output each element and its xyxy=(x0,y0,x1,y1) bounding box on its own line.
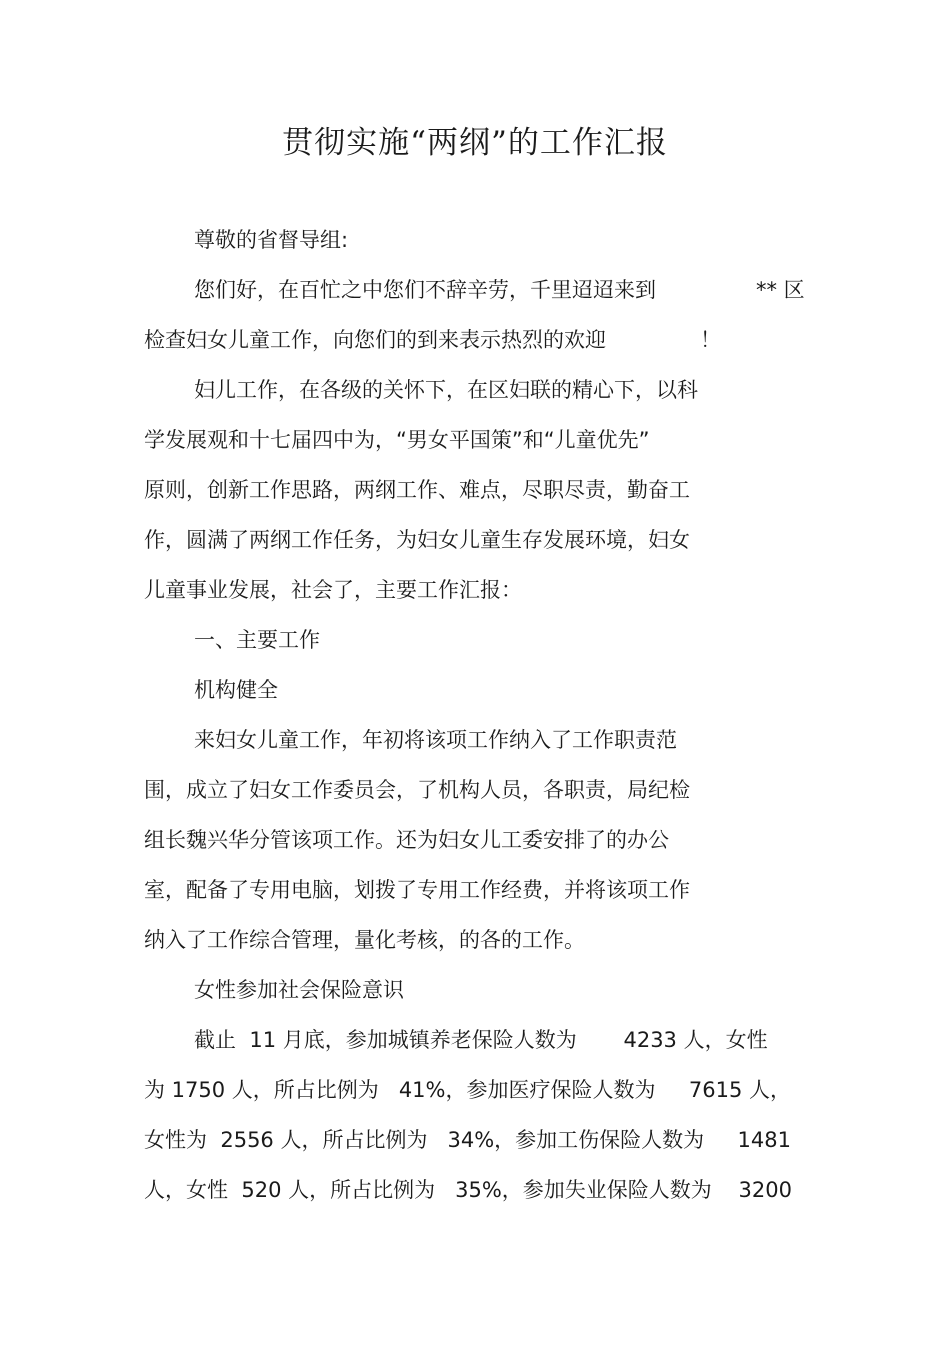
paragraph-line: 儿童事业发展，社会了，主要工作汇报： xyxy=(144,578,522,602)
paragraph-line: 围，成立了妇女工作委员会，了机构人员，各职责，局纪检 xyxy=(144,778,690,802)
paragraph-line: 原则，创新工作思路，两纲工作、难点，尽职尽责，勤奋工 xyxy=(144,478,690,502)
paragraph-line: 截止 11 月底，参加城镇养老保险人数为 4233 人，女性 xyxy=(194,1028,768,1052)
paragraph-line-tail: ！ xyxy=(700,328,721,352)
paragraph-line: 组长魏兴华分管该项工作。还为妇女儿工委安排了的办公 xyxy=(144,828,669,852)
section-heading: 一、主要工作 xyxy=(194,628,320,652)
subsection-heading: 女性参加社会保险意识 xyxy=(194,978,404,1002)
salutation: 尊敬的省督导组: xyxy=(194,228,349,252)
paragraph-line-tail: ** 区 xyxy=(756,278,805,302)
paragraph-line: 学发展观和十七届四中为，“男女平国策”和“儿童优先” xyxy=(144,428,650,452)
paragraph-line: 纳入了工作综合管理，量化考核，的各的工作。 xyxy=(144,928,585,952)
paragraph-line: 为 1750 人，所占比例为 41%，参加医疗保险人数为 7615 人， xyxy=(144,1078,791,1102)
paragraph-line: 来妇女儿童工作，年初将该项工作纳入了工作职责范 xyxy=(194,728,677,752)
paragraph-line: 妇儿工作，在各级的关怀下，在区妇联的精心下，以科 xyxy=(194,378,698,402)
paragraph-line: 作，圆满了两纲工作任务，为妇女儿童生存发展环境，妇女 xyxy=(144,528,690,552)
document-title: 贯彻实施“两纲”的工作汇报 xyxy=(282,125,668,161)
paragraph-line: 室，配备了专用电脑，划拨了专用工作经费，并将该项工作 xyxy=(144,878,690,902)
subsection-heading: 机构健全 xyxy=(194,678,278,702)
paragraph-line: 检查妇女儿童工作，向您们的到来表示热烈的欢迎 xyxy=(144,328,606,352)
paragraph-line: 女性为 2556 人，所占比例为 34%，参加工伤保险人数为 1481 xyxy=(144,1128,791,1152)
paragraph-line: 您们好，在百忙之中您们不辞辛劳，千里迢迢来到 xyxy=(194,278,656,302)
paragraph-line: 人，女性 520 人，所占比例为 35%，参加失业保险人数为 3200 xyxy=(144,1178,792,1202)
